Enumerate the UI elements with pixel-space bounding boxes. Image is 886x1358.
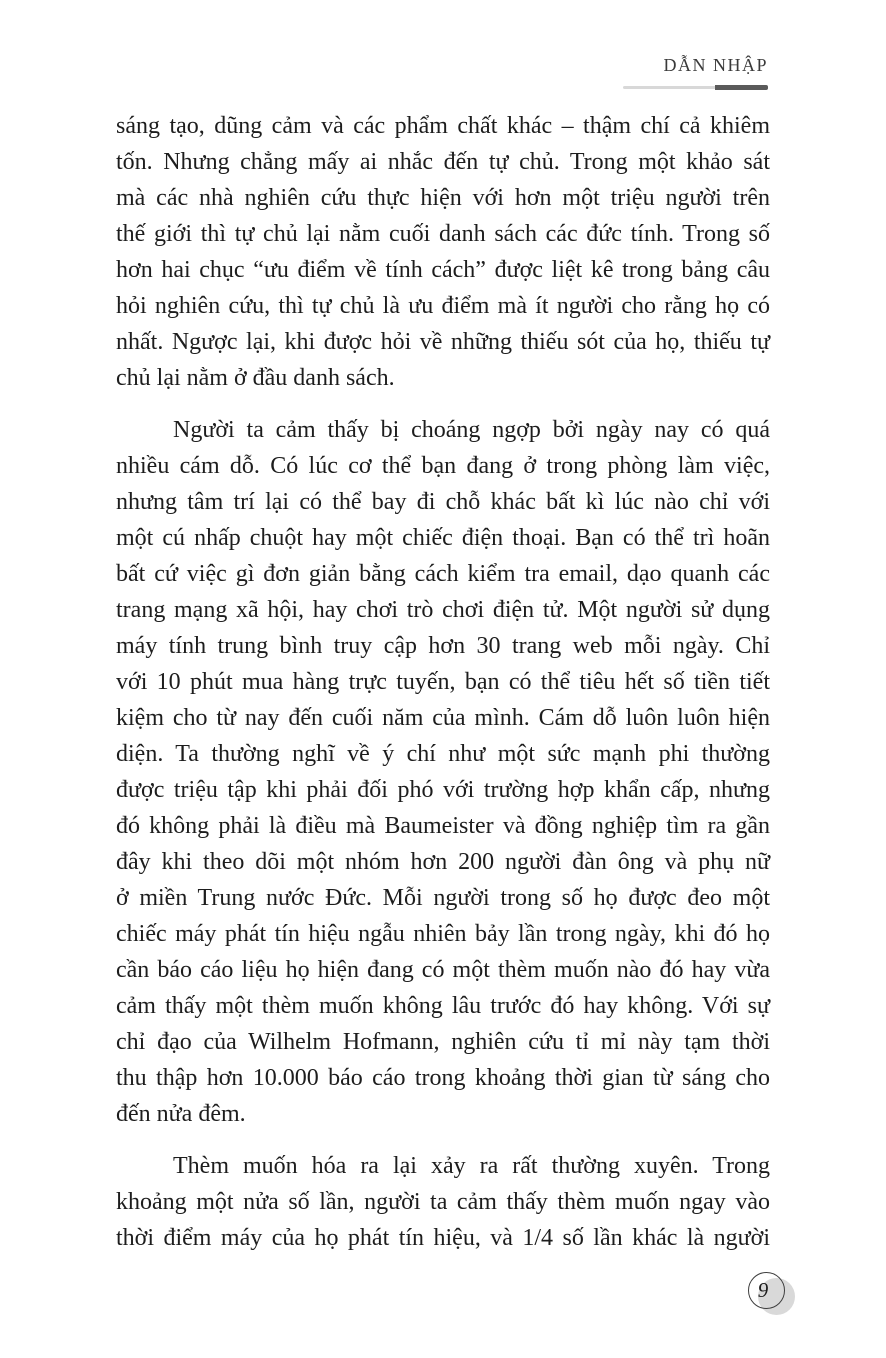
text-line: hơn hai chục “ưu điểm về tính cách” được liệt kê trong bảng câu: [116, 257, 770, 283]
text-line: chiếc máy phát tín hiệu ngẫu nhiên bảy lần trong ngày, khi đó họ: [116, 921, 770, 947]
text-line: mà các nhà nghiên cứu thực hiện với hơn một triệu người trên: [116, 185, 770, 211]
text-line: thế giới thì tự chủ lại nằm cuối danh sách các đức tính. Trong số: [116, 221, 770, 247]
text-line: diện. Ta thường nghĩ về ý chí như một sức mạnh phi thường: [116, 741, 770, 767]
text-line: Thèm muốn hóa ra lại xảy ra rất thường xuyên. Trong: [173, 1153, 770, 1179]
text-line: được triệu tập khi phải đối phó với trường hợp khẩn cấp, nhưng: [116, 777, 770, 803]
paragraph: [116, 412, 770, 1132]
text-line: máy tính trung bình truy cập hơn 30 trang web mỗi ngày. Chỉ: [116, 633, 770, 659]
text-line: chủ lại nằm ở đầu danh sách.: [116, 365, 395, 391]
divider-dark-segment: [715, 85, 768, 90]
text-line: thu thập hơn 10.000 báo cáo trong khoảng thời gian từ sáng cho: [116, 1065, 770, 1091]
header-divider: [0, 85, 768, 90]
text-line: nhưng tâm trí lại có thể bay đi chỗ khác bất kì lúc nào chỉ với: [116, 489, 770, 515]
page-number: 9: [757, 1278, 769, 1302]
chapter-title: DẪN NHẬP: [663, 55, 768, 75]
text-line: chỉ đạo của Wilhelm Hofmann, nghiên cứu tỉ mỉ này tạm thời: [116, 1029, 770, 1055]
text-line: bất cứ việc gì đơn giản bằng cách kiểm tra email, dạo quanh các: [116, 561, 770, 587]
text-line: nhiều cám dỗ. Có lúc cơ thể bạn đang ở trong phòng làm việc,: [116, 453, 770, 479]
text-line: khoảng một nửa số lần, người ta cảm thấy thèm muốn ngay vào: [116, 1189, 770, 1215]
text-line: một cú nhấp chuột hay một chiếc điện thoại. Bạn có thể trì hoãn: [116, 525, 770, 551]
text-line: đến nửa đêm.: [116, 1101, 246, 1127]
text-line: nhất. Ngược lại, khi được hỏi về những thiếu sót của họ, thiếu tự: [116, 329, 770, 355]
text-line: sáng tạo, dũng cảm và các phẩm chất khác – thậm chí cả khiêm: [116, 113, 770, 139]
paragraph: [116, 108, 770, 396]
page-number-badge: [748, 1272, 798, 1318]
text-line: hỏi nghiên cứu, thì tự chủ là ưu điểm mà ít người cho rằng họ có: [116, 293, 770, 319]
page-header: [0, 0, 886, 90]
text-line: đó không phải là điều mà Baumeister và đồng nghiệp tìm ra gần: [116, 813, 770, 839]
text-line: kiệm cho từ nay đến cuối năm của mình. Cám dỗ luôn luôn hiện: [116, 705, 770, 731]
divider-light-segment: [623, 86, 715, 89]
text-line: cảm thấy một thèm muốn không lâu trước đó hay không. Với sự: [116, 993, 770, 1019]
text-line: đây khi theo dõi một nhóm hơn 200 người đàn ông và phụ nữ: [116, 849, 770, 875]
text-line: trang mạng xã hội, hay chơi trò chơi điện tử. Một người sử dụng: [116, 597, 770, 623]
text-line: với 10 phút mua hàng trực tuyến, bạn có thể tiêu hết số tiền tiết: [116, 669, 770, 695]
text-line: cần báo cáo liệu họ hiện đang có một thèm muốn nào đó hay vừa: [116, 957, 770, 983]
text-line: Người ta cảm thấy bị choáng ngợp bởi ngày nay có quá: [173, 417, 770, 443]
text-line: ở miền Trung nước Đức. Mỗi người trong số họ được đeo một: [116, 885, 770, 911]
text-line: tốn. Nhưng chẳng mấy ai nhắc đến tự chủ. Trong một khảo sát: [116, 149, 770, 175]
text-line: thời điểm máy của họ phát tín hiệu, và 1/4 số lần khác là người: [116, 1225, 770, 1251]
body-text: [116, 108, 770, 1256]
paragraph: [116, 1148, 770, 1256]
